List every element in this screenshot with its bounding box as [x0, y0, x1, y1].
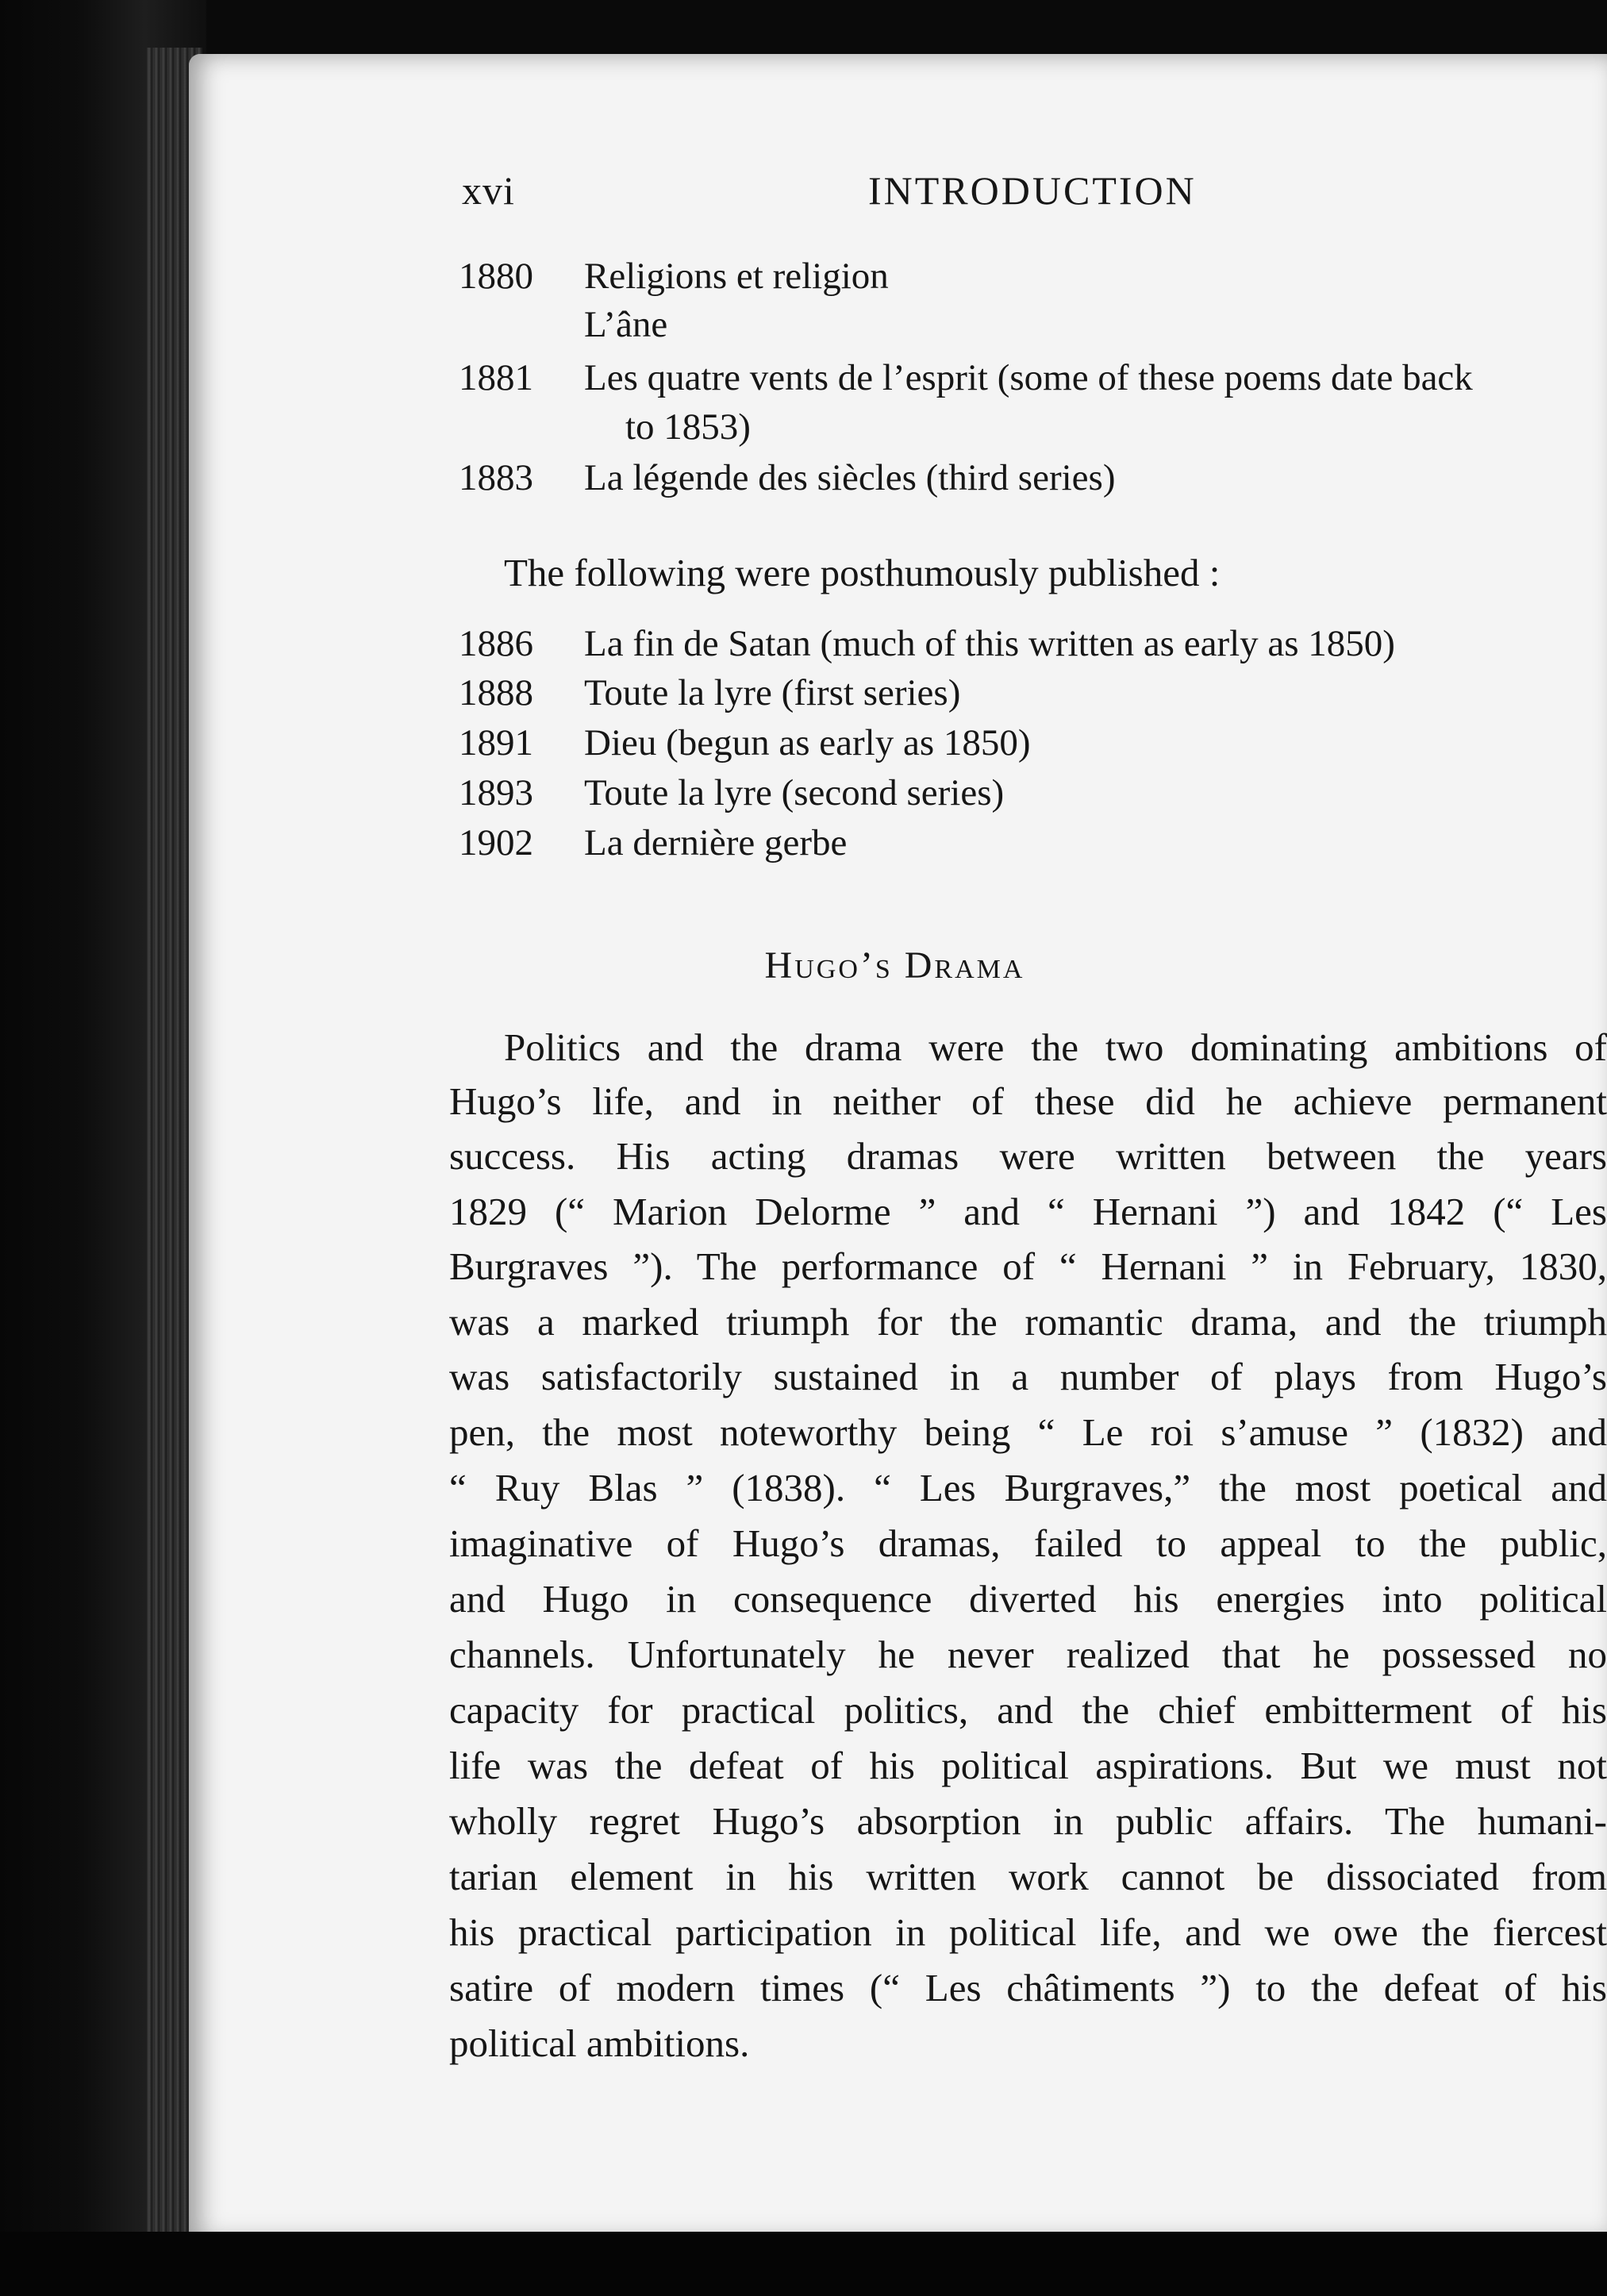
- list-title: Religions et religion: [584, 256, 889, 297]
- paragraph-line: Burgraves ”). The performance of “ Hernani ” in February, 1830,: [449, 1244, 1607, 1288]
- list-year: 1881: [459, 357, 533, 398]
- paragraph-line: and Hugo in consequence diverted his energies into political: [449, 1577, 1607, 1621]
- list-title: Toute la lyre (second series): [584, 772, 1005, 813]
- list-year: 1902: [459, 822, 533, 863]
- list-year: 1886: [459, 623, 533, 664]
- list-year: 1883: [459, 457, 533, 498]
- list-title: Dieu (begun as early as 1850): [584, 722, 1031, 763]
- paragraph-line: pen, the most noteworthy being “ Le roi s’amuse ” (1832) and: [449, 1410, 1607, 1454]
- paragraph-line: life was the defeat of his political aspirations. But we must not: [449, 1744, 1607, 1787]
- list-title: Les quatre vents de l’esprit (some of these poems date back: [584, 357, 1473, 398]
- paragraph-line: 1829 (“ Marion Delorme ” and “ Hernani ”) and 1842 (“ Les: [449, 1190, 1607, 1233]
- paragraph-line: satire of modern times (“ Les châtiments ”) to the defeat of his: [449, 1966, 1607, 2009]
- paragraph-line: tarian element in his written work cannot be dissociated from: [449, 1855, 1607, 1898]
- list-title: to 1853): [625, 406, 751, 448]
- paragraph-line: imaginative of Hugo’s dramas, failed to appeal to the public,: [449, 1521, 1607, 1565]
- paragraph-line: success. His acting dramas were written between the years: [449, 1134, 1607, 1178]
- list-title: La fin de Satan (much of this written as early as 1850): [584, 623, 1395, 664]
- running-head-title: INTRODUCTION: [868, 168, 1197, 213]
- list-year: 1880: [459, 256, 533, 297]
- paragraph-line: political ambitions.: [449, 2021, 750, 2065]
- list-year: 1888: [459, 672, 533, 713]
- paragraph-line: wholly regret Hugo’s absorption in public affairs. The humani-: [449, 1799, 1607, 1843]
- list-year: 1893: [459, 772, 533, 813]
- list-title: La dernière gerbe: [584, 822, 848, 863]
- paragraph-line: channels. Unfortunately he never realized that he possessed no: [449, 1633, 1607, 1676]
- paragraph-line: Politics and the drama were the two dominating ambitions of: [504, 1025, 1607, 1069]
- paragraph-line: his practical participation in political life, and we owe the fiercest: [449, 1910, 1607, 1954]
- paragraph-line: capacity for practical politics, and the chief embitterment of his: [449, 1688, 1607, 1732]
- running-head: [462, 163, 1605, 218]
- section-heading: Hugo’s Drama: [764, 944, 1025, 986]
- list-year: 1891: [459, 722, 533, 763]
- paragraph-line: was satisfactorily sustained in a number of plays from Hugo’s: [449, 1355, 1607, 1398]
- paragraph-line: Hugo’s life, and in neither of these did he achieve permanent: [449, 1079, 1607, 1123]
- list-title: L’âne: [584, 304, 668, 345]
- paragraph-line: was a marked triumph for the romantic drama, and the triumph: [449, 1300, 1607, 1344]
- list-title: La légende des siècles (third series): [584, 457, 1116, 498]
- posthumous-intro: The following were posthumously published :: [504, 551, 1221, 594]
- list-title: Toute la lyre (first series): [584, 672, 961, 713]
- paragraph-line: “ Ruy Blas ” (1838). “ Les Burgraves,” the most poetical and: [449, 1466, 1607, 1510]
- page-number: xvi: [462, 168, 515, 213]
